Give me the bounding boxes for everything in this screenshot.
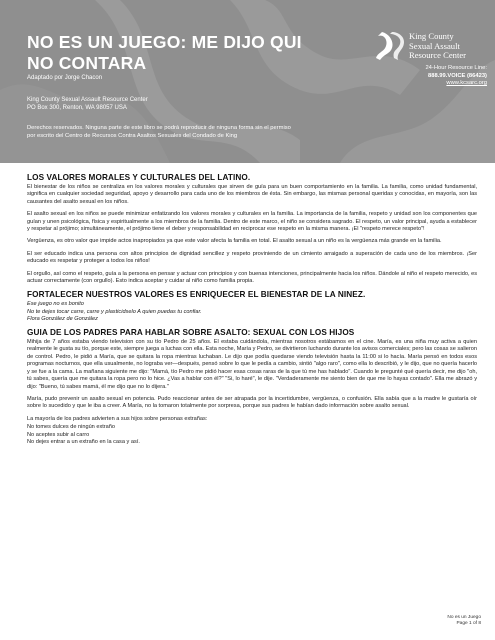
document-title: [27, 32, 327, 74]
resource-line-block: [425, 65, 487, 88]
paragraph: La mayoría de los padres advierten a sus hijos sobre personas extrañas:: [27, 415, 208, 422]
poem-author: Flora González de González: [27, 315, 98, 322]
poem-line: Ese juego no es bonito: [27, 301, 84, 308]
warning-list: [27, 424, 477, 446]
page-header: [0, 0, 495, 163]
section-heading-parents-guide: GUIA DE LOS PADRES PARA HABLAR SOBRE ASALTO: SEXUAL CON LOS HIJOS: [27, 328, 355, 338]
organization-address: PO Box 300, Renton, WA 98057 USA: [27, 105, 127, 112]
paragraph: Mihija de 7 años estaba viendo television con su tío Pedro de 25 años. El estaba cuidándola, mientras nosotros estábamos en el cine. María, es una niña muy activa a quien realmente le gusta su tío, porque este, siempre juega a luchas con ella. Esta noche, María y Pedro, se divirtieron luchando durante los avisos comerciales; pero las cosas se salieron de control. Pedro, le pidió a María, que se quitara la ropa mientras luchaban. Le dijo que podía quedarse viendo televisión hasta la 11:00 si lo hacía. María pensó en todos esos programas nocturnos, que ella usualmente, no lograba ver—después, pensó sobre lo que le pedía a cambio, sintió "algo raro", como ella lo describió, y le dijo, que no quería hacerlo y se fue a la cama. La mañana siguiente me dijo: "Mamá, tío Pedro me pidió hacer esas cosas raras de la que tú me has hablado". Cuando le pregunté qué quería decir, me dijo "oh, tú sabes, quería que me quitara la ropa pero no lo hice. ¿Vas a hablar con él?" "Si, lo haré", le dije. "Verdaderamente me siento bien de que me lo hayas contado". Ella me abrazó y dijo: "Bueno, tú sabes mamá, él me dijo que no lo dijera.": [27, 339, 477, 390]
paragraph: El ser educado indica una persona con altos principios de dignidad sencillez y respeto proviniendo de un cimiento arraigado a superación de cada uno de los miembros. ¡Ser educado es respetar y proteger a todos los niños!: [27, 250, 477, 265]
rights-line-1: Derechos reservados. Ninguna parte de este libro se podrá reproducir de ninguna forma sin el permiso: [27, 125, 291, 131]
poem-line: No te dejes tocar carre, carre y plasticidselo A quien puedas tu confiar.: [27, 308, 202, 315]
organization-name: King County Sexual Assault Resource Center: [27, 97, 148, 103]
logo-line-3: Resource Center: [409, 50, 467, 61]
resource-phone: 888.99.VOICE (86423): [428, 72, 487, 79]
list-item: No dejes entrar a un extraño en la casa y así.: [27, 438, 140, 445]
organization-block: [27, 96, 148, 112]
paragraph: María, pudo prevenir un asalto sexual en potencia. Pudo reaccionar antes de ser atrapada por la incertidumbre, vergüenza, o confusión. Ella sabía que a la madre le gustaría oír sobre lo sucedido y que le iba a creer. A María, no la tomaron totalmente por sorpresa, porque sus padres le habían dado información sobre asalto sexual.: [27, 395, 477, 410]
section-heading-values: LOS VALORES MORALES Y CULTURALES DEL LATINO.: [27, 173, 251, 182]
poem: [27, 301, 477, 323]
title-line-2: NO CONTARA: [27, 53, 147, 73]
page-number: Page 1 of 8: [456, 621, 481, 626]
section-heading-strengthen: FORTALECER NUESTROS VALORES ES ENRIQUECER EL BIENESTAR DE LA NINEZ.: [27, 290, 366, 300]
resource-line-label: 24-Hour Resource Line:: [425, 65, 487, 71]
list-item: No tomes dulces de ningún extraño: [27, 424, 116, 431]
logo-mark-icon: [374, 32, 406, 62]
title-line-1: NO ES UN JUEGO: ME DIJO QUI: [27, 32, 302, 52]
adapted-by: Adaptado por Jorge Chacon: [27, 75, 103, 81]
page-footer: [447, 615, 481, 627]
list-item: No aceptes subir al carro: [27, 431, 90, 438]
paragraph: El orgullo, así como el respeto, guía a la persona en pensar y actuar con principios y con buenas intenciones, principalmente hacia los niños. Dándole al niño el respeto merecido, es actuar correctamente (con orgullo). Esto indica aceptar y cuidar al niño como familia propia.: [27, 270, 477, 285]
paragraph: Vergüenza, es otro valor que impide actos inapropiados ya que este valor afecta la familia en total. El asalto sexual a un niño es la vergüenza más grande en la familia.: [27, 238, 442, 245]
copyright-notice: [27, 124, 347, 140]
kcsarc-logo: [372, 30, 492, 70]
document-body: [27, 170, 477, 446]
footer-doc-title: No es un Juego: [447, 615, 481, 620]
logo-line-1: King County: [409, 31, 454, 41]
paragraph: El bienestar de los niños se centraliza en los valores morales y culturales que sirven de guía para un buen comportamiento en la familia. La familia, como unidad fundamental, significa en cualquier sociedad seguridad, apoyo y desarrollo para cada uno de los miembros de ésta. Sin embargo, las mismas personal queridas y conocidas, en mayoría, son las causantes del asalto sexual en los niños.: [27, 184, 477, 205]
website-link[interactable]: www.kcsarc.org: [446, 80, 487, 87]
logo-text: [409, 32, 466, 61]
paragraph: El asalto sexual en los niños se puede minimizar enfatizando los valores morales y culturales en la familia. La importancia de la familia, respeto y unidad son los componentes que guían y unen psicológica, física y espiritualmente a los miembros de la familia. Dentro de este marco, el niño se considera sagrado. El respeto, un valor principal, ayuda a establecer y respetar al prójimo; simultáneamente, el prójimo tiene el deber y responsabilidad en reciprocar ese respeto en la misma manera. ¡El "respeto merece respeto"!: [27, 211, 477, 233]
logo-line-2: Sexual Assault: [409, 40, 460, 51]
rights-line-2: por escrito del Centro de Recursos Contra Asaltos Sexuales del Condado de King: [27, 133, 238, 139]
